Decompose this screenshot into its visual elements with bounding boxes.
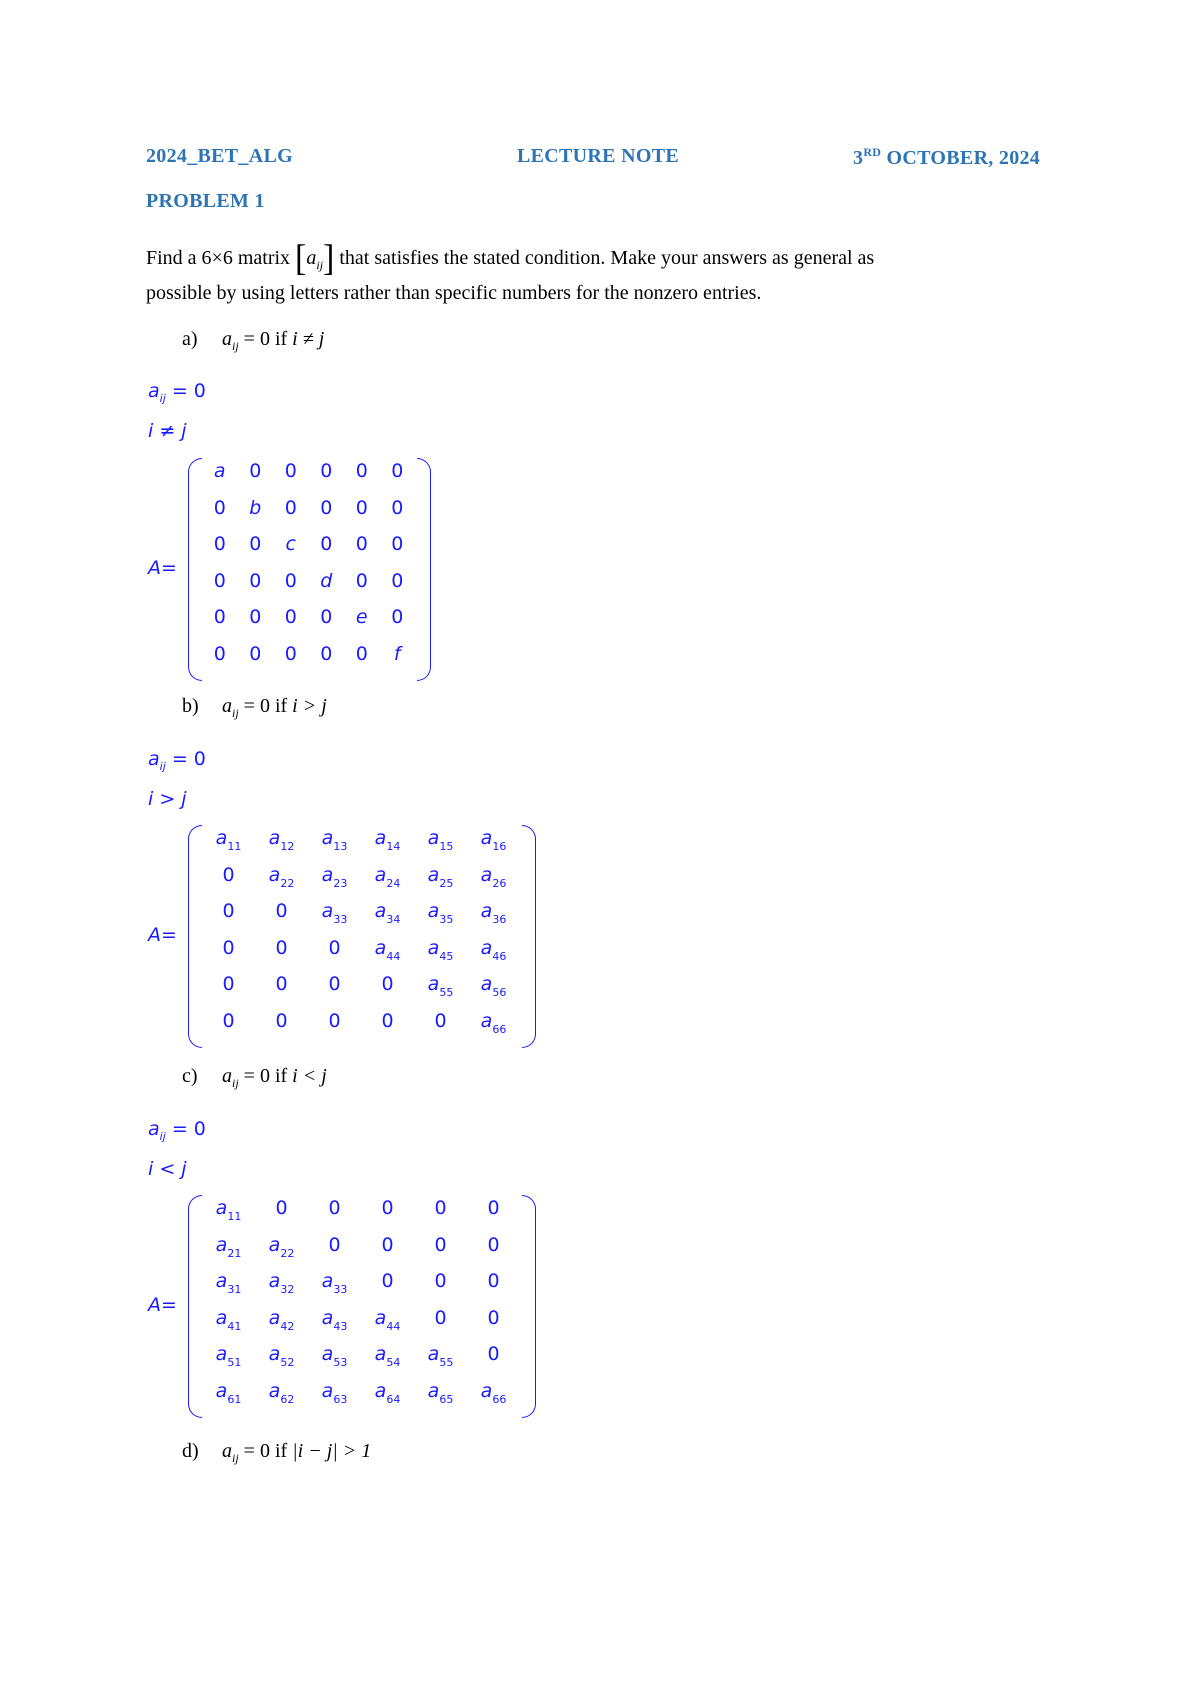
- matrix-entry: [467, 937, 520, 963]
- matrix-entry: 0: [284, 569, 297, 592]
- matrix-entry: 0: [391, 569, 404, 592]
- entry-base: a: [215, 1343, 228, 1365]
- entry-sub: 31: [227, 1283, 242, 1296]
- entry-base: a: [215, 1197, 228, 1219]
- matrix-entry: 0: [284, 606, 297, 628]
- matrix-entry: 0: [275, 936, 288, 959]
- part-a-prompt: [182, 328, 324, 354]
- entry-letter: a: [213, 460, 226, 482]
- entry-base: a: [215, 1306, 228, 1329]
- matrix-entry: 0: [391, 496, 404, 519]
- answer-equals: = 0: [165, 1118, 206, 1140]
- matrix-equals: =: [161, 556, 177, 579]
- matrix-entry: [202, 1270, 255, 1296]
- entry-sub: 55: [439, 1356, 454, 1369]
- part-b-prompt: [182, 695, 327, 721]
- matrix-entry: [273, 533, 309, 555]
- entry-sub: 11: [227, 840, 242, 853]
- matrix-entry: 0: [320, 496, 333, 519]
- entry-base: a: [427, 827, 440, 849]
- matrix-entry: [467, 973, 520, 999]
- answer-condition-line-1: [148, 748, 206, 773]
- a-ij-sub: ij: [232, 706, 239, 720]
- left-paren: [188, 825, 202, 1048]
- matrix-entry: [202, 1234, 255, 1260]
- part-condition: = 0 if: [238, 328, 293, 350]
- matrix-entry: [380, 643, 416, 665]
- entry-base: a: [215, 827, 228, 849]
- matrix-entry: 0: [355, 642, 368, 665]
- matrix-letter: A: [148, 923, 161, 946]
- entry-base: a: [374, 863, 387, 886]
- matrix-entry: 0: [434, 1233, 447, 1256]
- matrix-entry: 0: [487, 1197, 500, 1219]
- part-relation: i < j: [292, 1065, 327, 1087]
- a-ij-base: a: [148, 380, 160, 402]
- entry-base: a: [321, 827, 334, 849]
- matrix-entry: 0: [391, 606, 404, 628]
- matrix-entry: [308, 900, 361, 926]
- matrix-entry: [202, 1343, 255, 1369]
- entry-base: a: [268, 863, 281, 886]
- answer-matrix: [148, 458, 435, 681]
- date-day: 3: [853, 147, 864, 169]
- matrix-entry: 0: [275, 1197, 288, 1219]
- matrix-entry: 0: [284, 642, 297, 665]
- intro-line-1: [146, 240, 874, 278]
- matrix-entry: [361, 1307, 414, 1333]
- entry-base: a: [427, 1343, 440, 1365]
- matrix-entry: 0: [355, 533, 368, 555]
- part-relation: i ≠ j: [292, 328, 325, 350]
- entry-sub: 11: [227, 1210, 242, 1223]
- part-d-prompt: [182, 1440, 371, 1466]
- matrix-entry: [361, 864, 414, 890]
- answer-condition-line-1: [148, 1118, 206, 1143]
- entry-sub: 25: [439, 876, 454, 890]
- entry-base: a: [480, 863, 493, 886]
- entry-sub: 41: [227, 1319, 242, 1333]
- matrix-entry: [361, 937, 414, 963]
- matrix-entry: 0: [391, 533, 404, 555]
- entry-sub: 51: [227, 1356, 242, 1369]
- entry-sub: 36: [492, 913, 507, 926]
- entry-base: a: [480, 936, 493, 959]
- entry-letter: e: [355, 606, 368, 628]
- entry-letter: f: [393, 642, 401, 665]
- a-ij-base: a: [148, 1118, 160, 1140]
- entry-sub: 33: [333, 1283, 348, 1296]
- matrix-entry: 0: [320, 533, 333, 555]
- matrix-entry: [414, 973, 467, 999]
- entry-base: a: [480, 827, 493, 849]
- answer-condition-line-2: [148, 1158, 187, 1180]
- entry-sub: 16: [492, 840, 507, 853]
- problem-title: PROBLEM 1: [146, 190, 265, 212]
- matrix-entry: 0: [213, 569, 226, 592]
- a-ij-sub: ij: [232, 1451, 239, 1465]
- answer-condition-line-1: [148, 380, 206, 405]
- matrix-entry: 0: [275, 1009, 288, 1032]
- entry-sub: 22: [280, 1246, 295, 1260]
- entry-letter: d: [320, 569, 333, 592]
- right-paren: [522, 1195, 536, 1418]
- entry-sub: 52: [280, 1356, 295, 1369]
- entry-sub: 66: [492, 1022, 507, 1036]
- entry-base: a: [321, 1343, 334, 1365]
- matrix-equals: =: [161, 923, 177, 946]
- matrix-entry: 0: [381, 973, 394, 995]
- matrix-entry: 0: [355, 496, 368, 519]
- entry-base: a: [215, 1270, 228, 1292]
- entry-base: a: [215, 1379, 228, 1402]
- matrix-entry: 0: [222, 936, 235, 959]
- matrix-entry: [361, 900, 414, 926]
- entry-sub: 23: [333, 876, 348, 890]
- matrix-entry: [467, 900, 520, 926]
- entry-base: a: [268, 1306, 281, 1329]
- part-condition: = 0 if: [238, 1065, 293, 1087]
- matrix-entry: 0: [487, 1233, 500, 1256]
- left-paren: [188, 1195, 202, 1418]
- entry-base: a: [321, 863, 334, 886]
- header-date: [853, 145, 1040, 170]
- matrix-entry: [309, 570, 345, 592]
- part-relation: i > j: [292, 695, 327, 717]
- matrix-entry: [361, 827, 414, 853]
- matrix-symbol: a: [306, 247, 317, 269]
- entry-sub: 15: [439, 840, 454, 853]
- entry-sub: 54: [386, 1356, 401, 1369]
- entry-sub: 32: [280, 1283, 295, 1296]
- matrix-entry: 0: [222, 973, 235, 995]
- entry-base: a: [374, 1343, 387, 1365]
- answer-matrix: [148, 825, 540, 1048]
- entry-base: a: [268, 1270, 281, 1292]
- entry-sub: 13: [333, 840, 348, 853]
- matrix-name: [148, 924, 177, 946]
- part-condition: = 0 if: [238, 695, 293, 717]
- entry-base: a: [427, 973, 440, 995]
- entry-base: a: [321, 1270, 334, 1292]
- matrix-entry: [202, 1307, 255, 1333]
- entry-base: a: [268, 827, 281, 849]
- matrix-entry: 0: [320, 606, 333, 628]
- part-label: c): [182, 1065, 198, 1087]
- entry-base: a: [321, 1306, 334, 1329]
- matrix-entry: 0: [284, 496, 297, 519]
- entry-letter: b: [249, 496, 262, 519]
- entry-base: a: [268, 1343, 281, 1365]
- matrix-entry: [467, 864, 520, 890]
- entry-sub: 42: [280, 1319, 295, 1333]
- part-relation: |i − j| > 1: [292, 1440, 372, 1462]
- matrix-entry: 0: [434, 1306, 447, 1329]
- answer-condition-line-2: [148, 420, 187, 442]
- a-ij-sub: ij: [159, 760, 166, 773]
- a-ij-base: a: [222, 695, 232, 717]
- matrix-entry: 0: [487, 1270, 500, 1292]
- header-title: LECTURE NOTE: [517, 145, 679, 167]
- matrix-entry: 0: [381, 1009, 394, 1032]
- entry-sub: 63: [333, 1392, 348, 1406]
- matrix-entry: 0: [434, 1270, 447, 1292]
- matrix-entry: [308, 864, 361, 890]
- a-ij-sub: ij: [159, 392, 166, 405]
- a-ij-base: a: [222, 1065, 232, 1087]
- entry-sub: 14: [386, 840, 401, 853]
- entry-sub: 33: [333, 913, 348, 926]
- a-ij-sub: ij: [159, 1130, 166, 1143]
- matrix-entry: 0: [222, 900, 235, 922]
- part-label: a): [182, 328, 198, 350]
- entry-sub: 21: [227, 1246, 242, 1260]
- entry-letter: c: [285, 533, 296, 555]
- entry-sub: 62: [280, 1392, 295, 1406]
- date-ordinal: RD: [863, 145, 882, 159]
- matrix-equals: =: [161, 1293, 177, 1316]
- answer-relation: i < j: [148, 1158, 187, 1180]
- matrix-entry: 0: [249, 606, 262, 628]
- matrix-entry: 0: [328, 1009, 341, 1032]
- matrix-entry: 0: [381, 1233, 394, 1256]
- matrix-entry: [361, 1380, 414, 1406]
- matrix-entry: [202, 827, 255, 853]
- matrix-entry: 0: [249, 642, 262, 665]
- matrix-entry: 0: [249, 460, 262, 482]
- entry-base: a: [215, 1233, 228, 1256]
- matrix-entry: [255, 1307, 308, 1333]
- entry-base: a: [321, 900, 334, 922]
- answer-equals: = 0: [165, 748, 206, 770]
- matrix-entry: 0: [381, 1270, 394, 1292]
- a-ij-base: a: [222, 1440, 232, 1462]
- right-paren: [522, 825, 536, 1048]
- matrix-symbol-sub: ij: [316, 258, 324, 272]
- entry-sub: 65: [439, 1392, 454, 1406]
- matrix-entry: 0: [381, 1197, 394, 1219]
- matrix-entry: [308, 827, 361, 853]
- entry-sub: 66: [492, 1392, 507, 1406]
- entry-base: a: [268, 1233, 281, 1256]
- matrix-entry: 0: [222, 1009, 235, 1032]
- intro-post: that satisfies the stated condition. Make your answers as general as: [339, 247, 875, 269]
- header-course-code: 2024_BET_ALG: [146, 145, 293, 167]
- entry-base: a: [268, 1379, 281, 1402]
- matrix-entry: 0: [222, 863, 235, 886]
- matrix-entry: 0: [391, 460, 404, 482]
- matrix-entry: [238, 497, 274, 519]
- entry-sub: 64: [386, 1392, 401, 1406]
- entry-sub: 46: [492, 949, 507, 963]
- entry-sub: 56: [492, 986, 507, 999]
- entry-sub: 43: [333, 1319, 348, 1333]
- entry-base: a: [321, 1379, 334, 1402]
- matrix-entry: [202, 460, 238, 482]
- matrix-entry: 0: [213, 642, 226, 665]
- matrix-entry: [414, 900, 467, 926]
- entry-sub: 53: [333, 1356, 348, 1369]
- entry-sub: 24: [386, 876, 401, 890]
- matrix-entry: 0: [355, 569, 368, 592]
- entry-sub: 55: [439, 986, 454, 999]
- matrix-entry: [414, 827, 467, 853]
- entry-base: a: [374, 900, 387, 922]
- a-ij-sub: ij: [232, 1076, 239, 1090]
- entry-base: a: [374, 1306, 387, 1329]
- matrix-entry: 0: [328, 1233, 341, 1256]
- intro-pre: Find a 6×6 matrix: [146, 247, 291, 269]
- matrix-entry: [255, 1234, 308, 1260]
- matrix-name: [148, 1294, 177, 1316]
- matrix-entry: 0: [275, 973, 288, 995]
- entry-base: a: [427, 900, 440, 922]
- matrix-entry: 0: [487, 1306, 500, 1329]
- matrix-entry: [467, 1010, 520, 1036]
- matrix-entry: [308, 1343, 361, 1369]
- matrix-entry: [308, 1270, 361, 1296]
- entry-base: a: [374, 936, 387, 959]
- entry-base: a: [480, 973, 493, 995]
- matrix-entry: 0: [328, 973, 341, 995]
- entry-base: a: [480, 1009, 493, 1032]
- a-ij-sub: ij: [232, 339, 239, 353]
- matrix-entry: 0: [275, 900, 288, 922]
- matrix-entry: [414, 1380, 467, 1406]
- part-label: b): [182, 695, 199, 717]
- entry-base: a: [427, 936, 440, 959]
- answer-relation: i ≠ j: [148, 420, 187, 442]
- part-c-prompt: [182, 1065, 327, 1091]
- matrix-entry: [255, 864, 308, 890]
- entry-base: a: [427, 1379, 440, 1402]
- matrix-entry: 0: [320, 460, 333, 482]
- matrix-entry: 0: [434, 1197, 447, 1219]
- entry-sub: 26: [492, 876, 507, 890]
- matrix-entry: [255, 827, 308, 853]
- matrix-entry: [361, 1343, 414, 1369]
- matrix-entry: 0: [328, 1197, 341, 1219]
- part-condition: = 0 if: [238, 1440, 293, 1462]
- matrix-entry: [255, 1380, 308, 1406]
- matrix-entry: 0: [320, 642, 333, 665]
- matrix-entry: 0: [213, 606, 226, 628]
- matrix-entry: 0: [249, 569, 262, 592]
- entry-sub: 44: [386, 949, 401, 963]
- entry-base: a: [427, 863, 440, 886]
- right-bracket: ]: [323, 238, 335, 279]
- matrix-entry: [414, 1343, 467, 1369]
- matrix-entry: [308, 1307, 361, 1333]
- answer-matrix: [148, 1195, 540, 1418]
- matrix-entry: [414, 864, 467, 890]
- matrix-entry: [414, 937, 467, 963]
- left-bracket: [: [295, 238, 307, 279]
- intro-line-2: possible by using letters rather than specific numbers for the nonzero entries.: [146, 282, 762, 304]
- entry-base: a: [480, 1379, 493, 1402]
- matrix-entry: 0: [355, 460, 368, 482]
- answer-condition-line-2: [148, 788, 187, 810]
- right-paren: [417, 458, 431, 681]
- entry-sub: 22: [280, 876, 295, 890]
- entry-base: a: [374, 827, 387, 849]
- matrix-entry: 0: [434, 1009, 447, 1032]
- part-label: d): [182, 1440, 199, 1462]
- matrix-entry: 0: [284, 460, 297, 482]
- entry-base: a: [480, 900, 493, 922]
- matrix-letter: A: [148, 556, 161, 579]
- matrix-letter: A: [148, 1293, 161, 1316]
- matrix-entry: [255, 1270, 308, 1296]
- entry-sub: 12: [280, 840, 295, 853]
- matrix-entry: [202, 1197, 255, 1223]
- entry-sub: 34: [386, 913, 401, 926]
- matrix-entry: 0: [487, 1343, 500, 1365]
- answer-equals: = 0: [165, 380, 206, 402]
- answer-relation: i > j: [148, 788, 187, 810]
- date-rest: OCTOBER, 2024: [881, 147, 1041, 169]
- entry-sub: 61: [227, 1392, 242, 1406]
- entry-sub: 44: [386, 1319, 401, 1333]
- matrix-name: [148, 557, 177, 579]
- matrix-entry: [467, 827, 520, 853]
- left-paren: [188, 458, 202, 681]
- matrix-entry: [255, 1343, 308, 1369]
- matrix-entry: 0: [213, 533, 226, 555]
- matrix-entry: [308, 1380, 361, 1406]
- entry-base: a: [374, 1379, 387, 1402]
- a-ij-base: a: [148, 748, 160, 770]
- matrix-entry: [202, 1380, 255, 1406]
- matrix-entry: 0: [328, 936, 341, 959]
- matrix-entry: [467, 1380, 520, 1406]
- a-ij-base: a: [222, 328, 232, 350]
- matrix-entry: 0: [213, 496, 226, 519]
- matrix-entry: [344, 606, 380, 628]
- entry-sub: 45: [439, 949, 454, 963]
- entry-sub: 35: [439, 913, 454, 926]
- matrix-entry: 0: [249, 533, 262, 555]
